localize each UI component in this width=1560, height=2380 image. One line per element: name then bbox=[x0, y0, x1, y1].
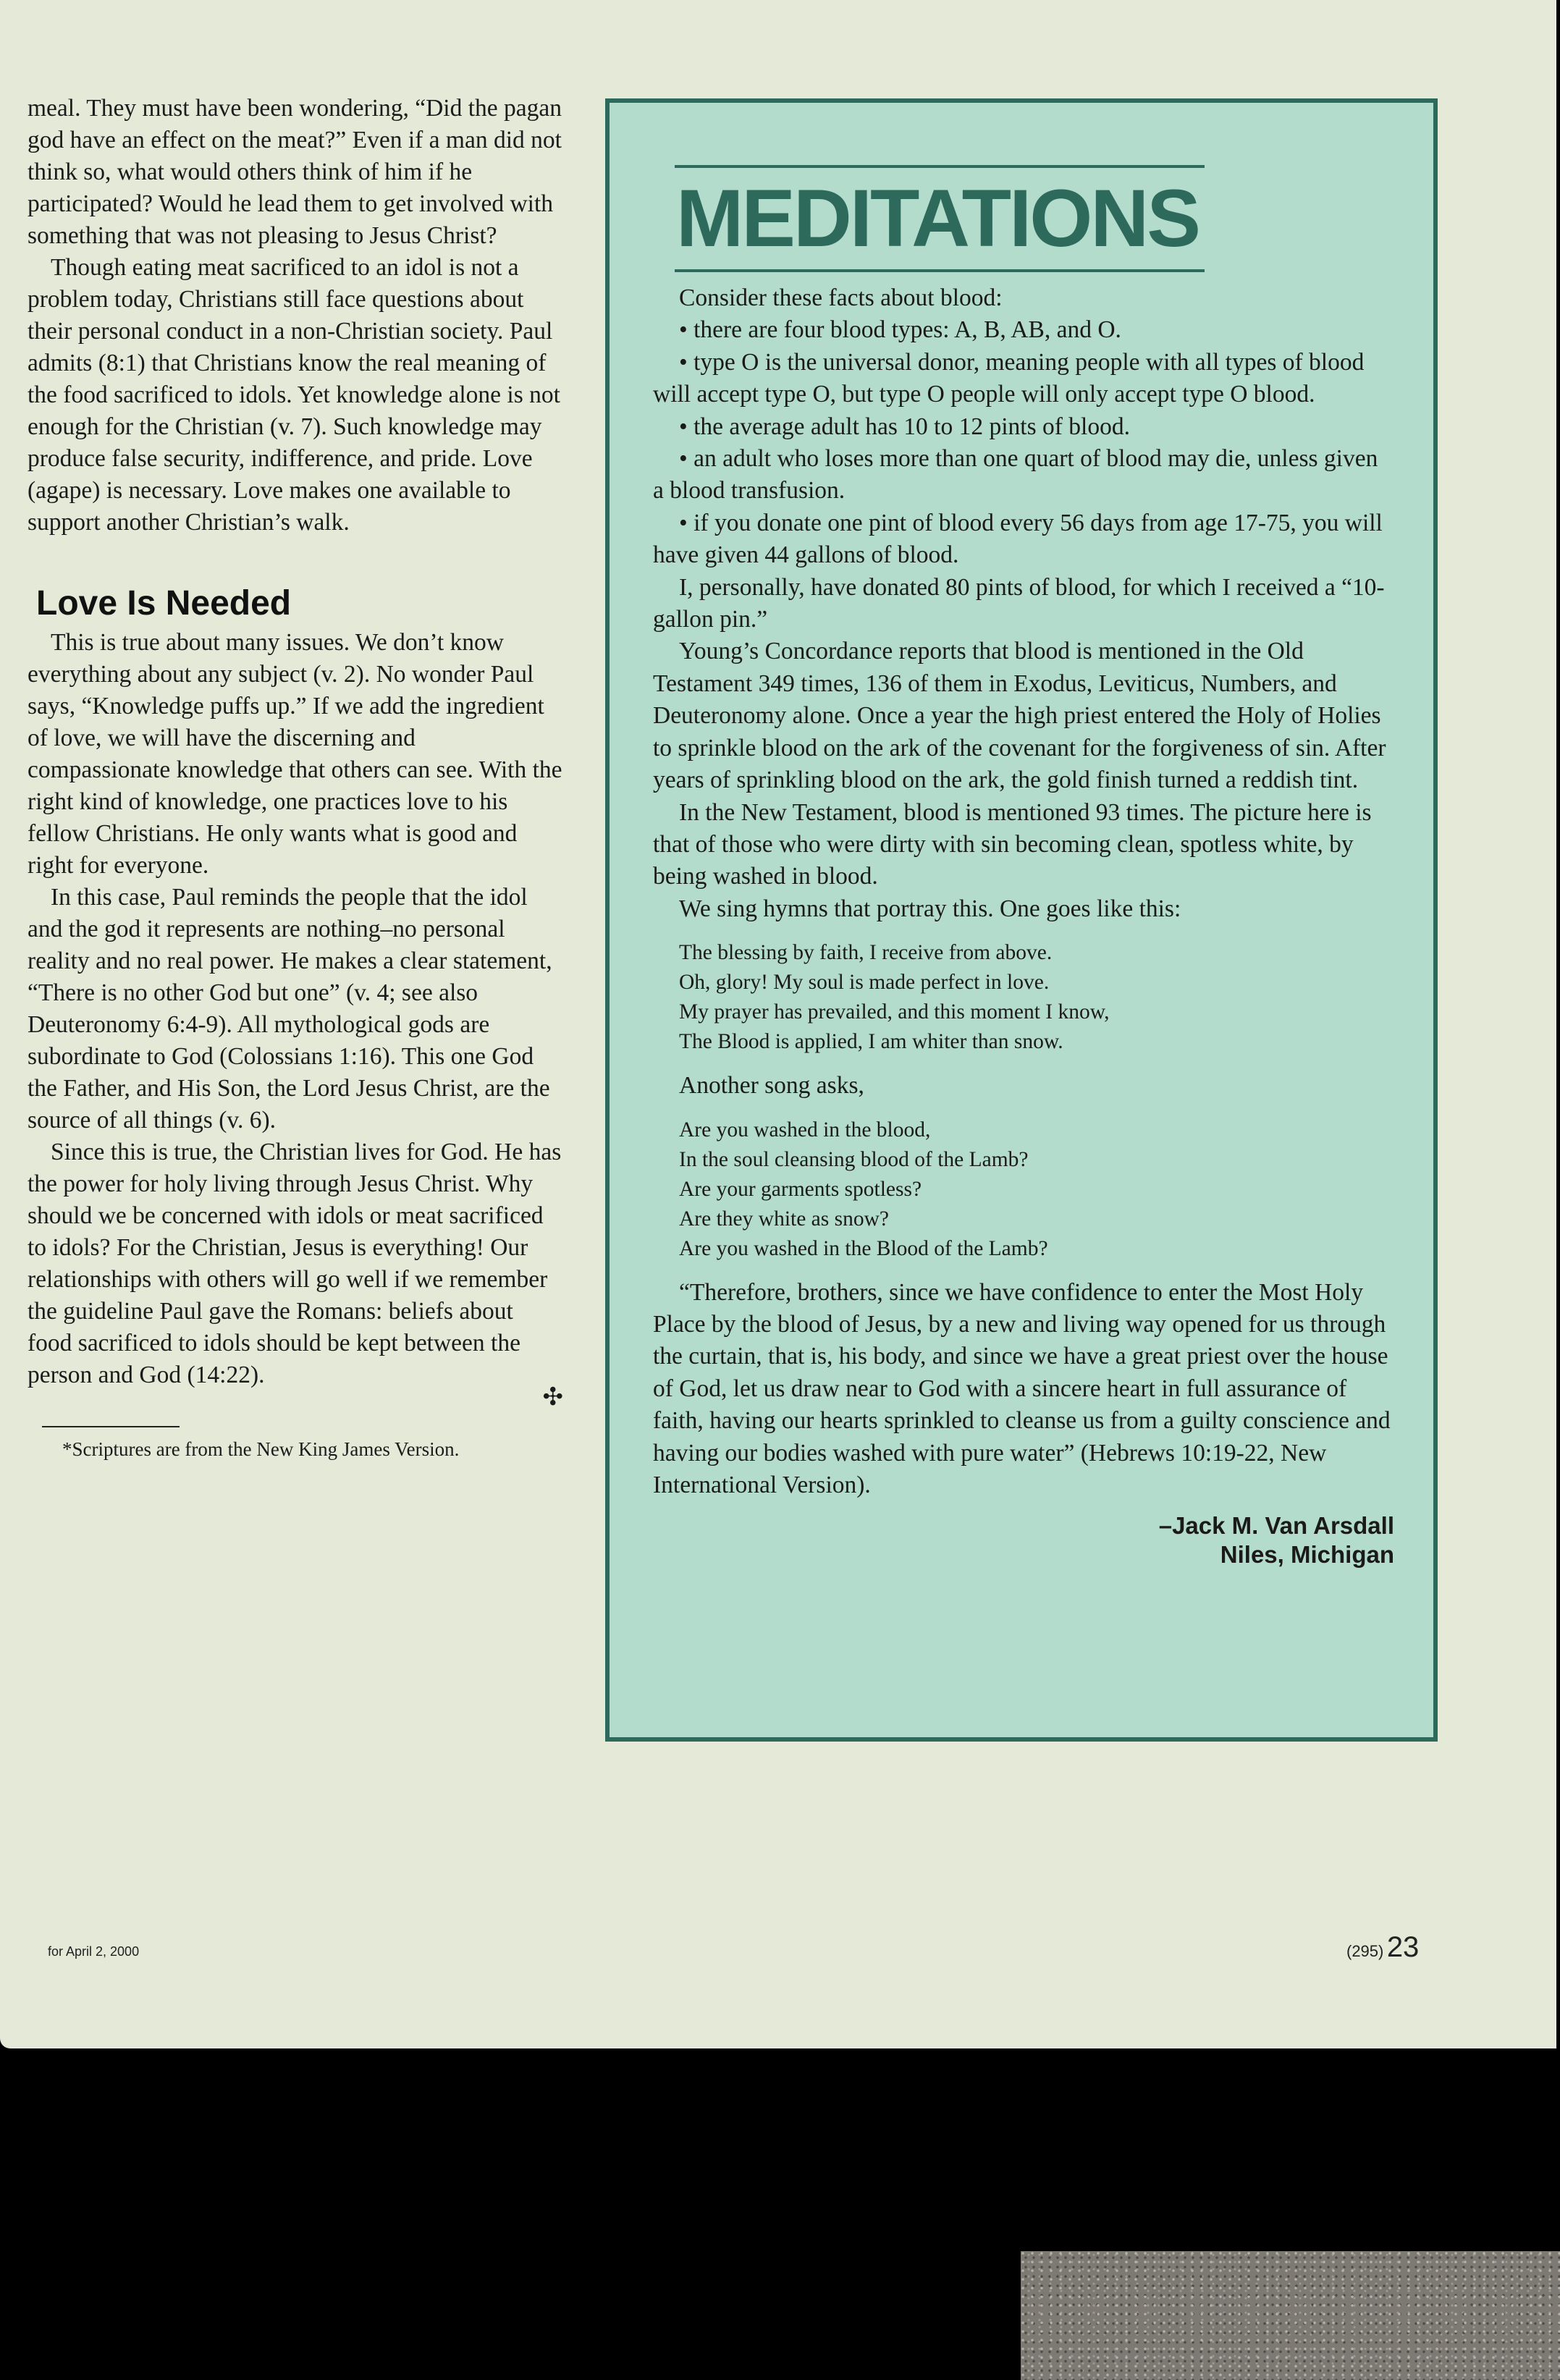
song-line: Are you washed in the blood, bbox=[679, 1118, 931, 1142]
blood-fact: • there are four blood types: A, B, AB, and O. bbox=[679, 316, 1121, 344]
hymn-line: The Blood is applied, I am whiter than snow. bbox=[679, 1030, 1063, 1054]
song-line: In the soul cleansing blood of the Lamb? bbox=[679, 1147, 1029, 1171]
song-intro: Another song asks, bbox=[679, 1072, 864, 1100]
song-line: Are you washed in the Blood of the Lamb? bbox=[679, 1236, 1048, 1260]
song-line: Are your garments spotless? bbox=[679, 1177, 922, 1201]
song-line: Are they white as snow? bbox=[679, 1207, 890, 1231]
page-code: (295) bbox=[1346, 1942, 1384, 1960]
blood-fact: • the average adult has 10 to 12 pints of blood. bbox=[679, 413, 1130, 440]
hymn-verse bbox=[679, 938, 1394, 1057]
meditations-paragraph: We sing hymns that portray this. One goes like this: bbox=[679, 895, 1181, 922]
author-location: Niles, Michigan bbox=[1220, 1541, 1394, 1569]
article-paragraph: meal. They must have been wondering, “Did the pagan god have an effect on the meat?” Even if a man did not think so, what would others think of him if he participated? Would he lead them to get involved with something that was not pleasing to Jesus Christ? bbox=[28, 95, 562, 249]
song-verse bbox=[679, 1115, 1394, 1264]
footnote-divider bbox=[42, 1426, 180, 1427]
section-heading: Love Is Needed bbox=[36, 584, 292, 623]
page-number-block bbox=[1346, 1931, 1419, 1964]
meditations-title: MEDITATIONS bbox=[675, 165, 1205, 272]
article-paragraph: Since this is true, the Christian lives for God. He has the power for holy living through Jesus Christ. Why should we be concerned with idols or meat sacrificed to idols? For the Christian, Jesus is everything! Our relationships with others will go well if we remember the guideline Paul gave the Romans: beliefs about food sacrificed to idols should be kept between the person and God (14:22). bbox=[28, 1139, 562, 1388]
byline bbox=[653, 1511, 1394, 1569]
article-paragraph: Though eating meat sacrificed to an idol is not a problem today, Christians still face questions about their personal conduct in a non-Christian society. Paul admits (8:1) that Christians know the real meaning of the food sacrificed to idols. Yet knowledge alone is not enough for the Christian (v. 7). Such knowledge may produce false security, indifference, and pride. Love (agape) is necessary. Love makes one available to support another Christian’s walk. bbox=[28, 254, 560, 536]
issue-date: for April 2, 2000 bbox=[48, 1944, 140, 1959]
blood-fact: • an adult who loses more than one quart of blood may die, unless given a blood transfusion. bbox=[653, 445, 1378, 505]
scripture-quote: “Therefore, brothers, since we have confidence to enter the Most Holy Place by the blood of Jesus, by a new and living way opened for us through the curtain, that is, his body, and since we have a great priest over the house of God, let us draw near to God with a sincere heart in full assurance of faith, having our hearts sprinkled to cleanse us from a guilty conscience and having our bodies washed with pure water” (Hebrews 10:19-22, New International Version). bbox=[653, 1278, 1391, 1498]
article-paragraph: This is true about many issues. We don’t know everything about any subject (v. 2). No wonder Paul says, “Knowledge puffs up.” If we add the ingredient of love, we will have the discerning and compassionate knowledge that others can see. With the right kind of knowledge, one practices love to his fellow Christians. He only wants what is good and right for everyone. bbox=[28, 629, 562, 879]
carpet-background bbox=[1021, 2251, 1560, 2380]
article-column bbox=[28, 93, 563, 1462]
author-name: –Jack M. Van Arsdall bbox=[1158, 1512, 1394, 1540]
meditations-box bbox=[605, 98, 1438, 1742]
meditations-paragraph: I, personally, have donated 80 pints of blood, for which I received a “10-gallon pin.” bbox=[653, 573, 1385, 633]
meditations-paragraph: In the New Testament, blood is mentioned 93 times. The picture here is that of those who were dirty with sin becoming clean, spotless white, by being washed in blood. bbox=[653, 798, 1372, 890]
blood-fact: • if you donate one pint of blood every 56 days from age 17-75, you will have given 44 gallons of blood. bbox=[653, 509, 1383, 569]
footnote: *Scriptures are from the New King James Version. bbox=[62, 1438, 460, 1460]
article-paragraph: In this case, Paul reminds the people that the idol and the god it represents are nothing–no personal reality and no real power. He makes a clear statement, “There is no other God but one” (v. 4; see also Deuteronomy 6:4-9). All mythological gods are subordinate to God (Colossians 1:16). This one God the Father, and His Son, the Lord Jesus Christ, are the source of all things (v. 6). bbox=[28, 884, 552, 1134]
hymn-line: Oh, glory! My soul is made perfect in love. bbox=[679, 971, 1050, 995]
hymn-line: The blessing by faith, I receive from above. bbox=[679, 941, 1053, 965]
end-mark-icon: ✣ bbox=[542, 1384, 563, 1411]
meditations-intro: Consider these facts about blood: bbox=[679, 284, 1003, 311]
hymn-line: My prayer has prevailed, and this moment I know, bbox=[679, 1000, 1110, 1024]
page-number: 23 bbox=[1386, 1931, 1420, 1963]
blood-fact: • type O is the universal donor, meaning people with all types of blood will accept type O, but type O people will only accept type O blood. bbox=[653, 348, 1365, 408]
meditations-paragraph: Young’s Concordance reports that blood is mentioned in the Old Testament 349 times, 136 of them in Exodus, Leviticus, Numbers, and Deuteronomy alone. Once a year the high priest entered the Holy of Holies to sprinkle blood on the ark of the covenant for the forgiveness of sin. After years of sprinkling blood on the ark, the gold finish turned a reddish tint. bbox=[653, 638, 1386, 794]
